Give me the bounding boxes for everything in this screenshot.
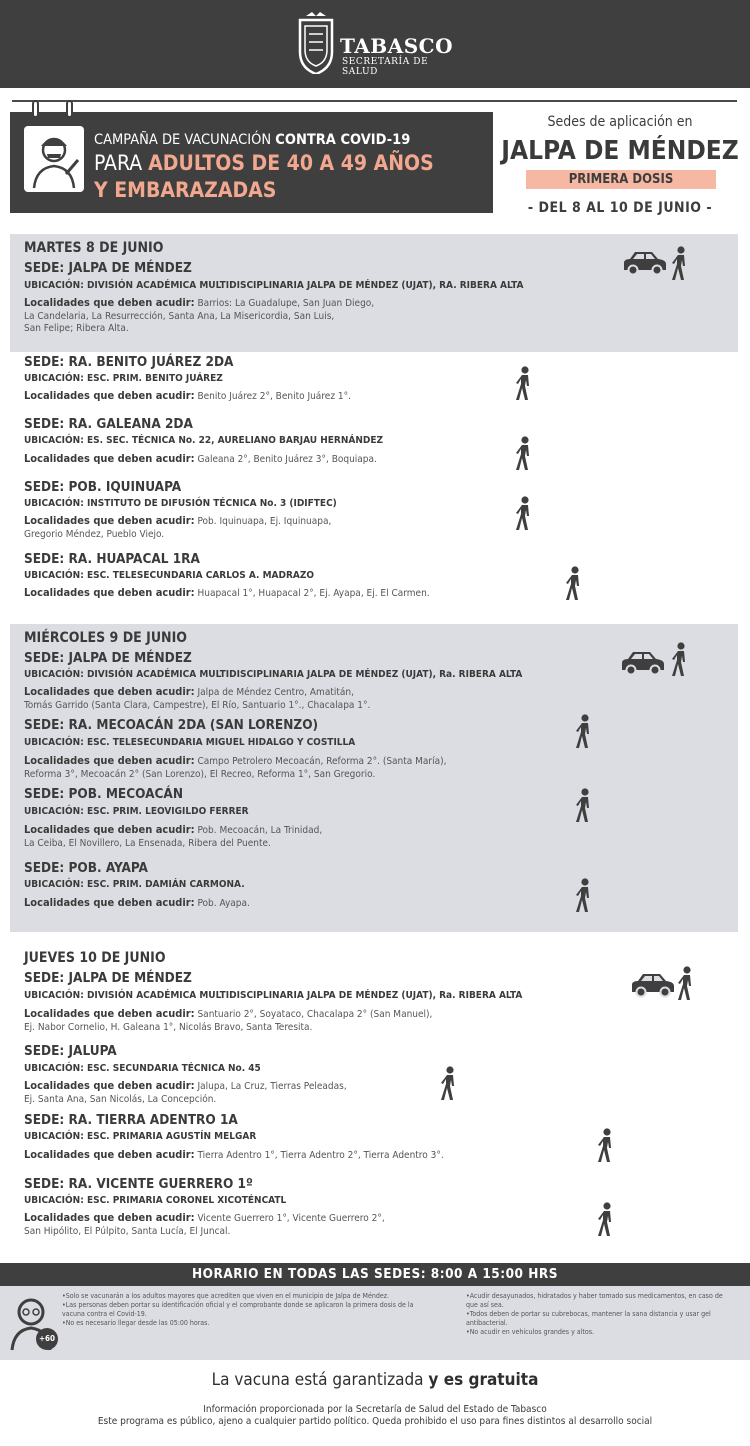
calendar-ring-icon <box>66 100 73 118</box>
site-localities: Localidades que deben acudir: Jalupa, La Cruz, Tierras Peleadas, Ej. Santa Ana, San Nicolás, La Concepción. <box>24 1079 347 1105</box>
site-localities: Localidades que deben acudir: Campo Petrolero Mecoacán, Reforma 2°. (Santa María), Reforma 3°, Mecoacán 2° (San Lorenzo), El Recreo, Reforma 1°, San Gregorio. <box>24 754 447 780</box>
municipio-title: JALPA DE MÉNDEZ <box>501 136 739 166</box>
site-location: UBICACIÓN: ESC. PRIMARIA AGUSTÍN MELGAR <box>24 1131 257 1142</box>
site-name: SEDE: POB. MECOACÁN <box>24 786 183 802</box>
site-location: UBICACIÓN: ESC. PRIM. DAMIÁN CARMONA. <box>24 879 245 890</box>
site-localities: Localidades que deben acudir: Pob. Mecoacán, La Trinidad, La Ceiba, El Novillero, La Ensenada, Ribera del Puente. <box>24 823 323 849</box>
sedes-label: Sedes de aplicación en <box>547 114 693 130</box>
site-location: UBICACIÓN: ESC. PRIMARIA CORONEL XICOTÉNCATL <box>24 1195 287 1206</box>
walker-icon <box>672 642 690 678</box>
walker-icon <box>566 566 584 602</box>
site-localities: Localidades que deben acudir: Jalpa de Méndez Centro, Amatitán, Tomás Garrido (Santa Clara, Campestre), El Río, Santuario 1°., Chacalapa 1°. <box>24 685 371 711</box>
header-divider <box>12 100 737 102</box>
site-name: SEDE: RA. GALEANA 2DA <box>24 416 193 432</box>
site-localities: Localidades que deben acudir: Santuario 2°, Soyataco, Chacalapa 2° (San Manuel), Ej. Nabor Cornelio, H. Galeana 1°, Nicolás Bravo, Santa Teresita. <box>24 1007 433 1033</box>
site-localities: Localidades que deben acudir: Pob. Iquinuapa, Ej. Iquinuapa, Gregorio Méndez, Pueblo Viejo. <box>24 514 332 540</box>
campaign-banner <box>10 112 493 213</box>
day-title: MIÉRCOLES 9 DE JUNIO <box>24 630 187 646</box>
site-location: UBICACIÓN: DIVISIÓN ACADÉMICA MULTIDISCIPLINARIA JALPA DE MÉNDEZ (UJAT), Ra. RIBERA ALTA <box>24 990 523 1001</box>
site-name: SEDE: POB. AYAPA <box>24 860 148 876</box>
walker-icon <box>516 366 534 402</box>
car-icon <box>630 972 676 998</box>
note-item: • Solo se vacunarán a los adultos mayores que acrediten que viven en el municipio de Jalpa de Méndez. <box>62 1292 422 1301</box>
car-icon <box>622 250 668 276</box>
campaign-line-2: PARA ADULTOS DE 40 A 49 AÑOS <box>94 151 434 175</box>
site-name: SEDE: JALPA DE MÉNDEZ <box>24 970 192 986</box>
site-name: SEDE: JALPA DE MÉNDEZ <box>24 260 192 276</box>
site-localities: Localidades que deben acudir: Barrios: La Guadalupe, San Juan Diego, La Candelaria, La Resurrección, Santa Ana, La Misericordia, San Luis, San Felipe; Ribera Alta. <box>24 296 375 334</box>
site-location: UBICACIÓN: ESC. PRIM. BENITO JUÁREZ <box>24 373 223 384</box>
footer-info <box>0 1404 750 1428</box>
site-localities: Localidades que deben acudir: Benito Juárez 2°, Benito Juárez 1°. <box>24 389 351 402</box>
site-name: SEDE: RA. HUAPACAL 1RA <box>24 551 200 567</box>
site-location: UBICACIÓN: DIVISIÓN ACADÉMICA MULTIDISCIPLINARIA JALPA DE MÉNDEZ (UJAT), Ra. RIBERA ALTA <box>24 669 523 680</box>
notes-panel <box>0 1286 750 1360</box>
site-location: UBICACIÓN: ESC. PRIM. LEOVIGILDO FERRER <box>24 806 249 817</box>
site-location: UBICACIÓN: INSTITUTO DE DIFUSIÓN TÉCNICA No. 3 (IDIFTEC) <box>24 498 337 509</box>
walker-icon <box>672 246 690 282</box>
walker-icon <box>441 1066 459 1102</box>
site-name: SEDE: POB. IQUINUAPA <box>24 479 182 495</box>
dose-badge: PRIMERA DOSIS <box>526 170 716 189</box>
logo <box>298 12 458 76</box>
brand-title: TABASCO <box>340 34 454 58</box>
site-location: UBICACIÓN: ESC. TELESECUNDARIA CARLOS A. MADRAZO <box>24 570 315 581</box>
site-location: UBICACIÓN: ESC. SECUNDARIA TÉCNICA No. 45 <box>24 1063 261 1074</box>
schedule-bar: HORARIO EN TODAS LAS SEDES: 8:00 A 15:00 HRS <box>0 1263 750 1286</box>
notes-right <box>466 1292 736 1337</box>
info-line: Información proporcionada por la Secretaría de Salud del Estado de Tabasco <box>203 1404 547 1415</box>
note-item: • No es necesario llegar desde las 05:00 horas. <box>62 1319 422 1328</box>
site-name: SEDE: JALUPA <box>24 1043 117 1059</box>
disclaimer-line: Este programa es público, ajeno a cualquier partido político. Queda prohibido el uso para fines distintos al desarrollo social <box>97 1416 653 1427</box>
walker-icon <box>576 878 594 914</box>
date-range: - DEL 8 AL 10 DE JUNIO - <box>527 200 713 216</box>
walker-icon <box>516 496 534 532</box>
site-localities: Localidades que deben acudir: Galeana 2°, Benito Juárez 3°, Boquiapa. <box>24 452 377 465</box>
nurse-vaccine-icon <box>24 126 84 192</box>
walker-icon <box>598 1128 616 1164</box>
campaign-line-1: CAMPAÑA DE VACUNACIÓN CONTRA COVID-19 <box>94 132 411 148</box>
site-location: UBICACIÓN: DIVISIÓN ACADÉMICA MULTIDISCIPLINARIA JALPA DE MÉNDEZ (UJAT), RA. RIBERA ALTA <box>24 280 524 291</box>
note-item: • Las personas deben portar su identificación oficial y el comprobante donde se aplicaron la primera dosis de la vacuna contra el Covid-19. <box>62 1301 422 1319</box>
day-title: MARTES 8 DE JUNIO <box>24 240 164 256</box>
walker-icon <box>576 788 594 824</box>
site-name: SEDE: RA. VICENTE GUERRERO 1º <box>24 1176 253 1192</box>
note-item: • Todos deben de portar su cubrebocas, mantener la sana distancia y usar gel antibacterial. <box>466 1310 736 1328</box>
site-localities: Localidades que deben acudir: Pob. Ayapa. <box>24 896 250 909</box>
site-location: UBICACIÓN: ESC. TELESECUNDARIA MIGUEL HIDALGO Y COSTILLA <box>24 737 356 748</box>
site-localities: Localidades que deben acudir: Tierra Adentro 1°, Tierra Adentro 2°, Tierra Adentro 3°. <box>24 1148 444 1161</box>
age-badge: +60 <box>36 1328 58 1350</box>
calendar-ring-icon <box>32 100 39 118</box>
day-title: JUEVES 10 DE JUNIO <box>24 950 166 966</box>
campaign-line-3: Y EMBARAZADAS <box>94 178 277 202</box>
site-name: SEDE: RA. MECOACÁN 2DA (SAN LORENZO) <box>24 717 319 733</box>
note-item: • Acudir desayunados, hidratados y haber tomado sus medicamentos, en caso de que así sea. <box>466 1292 736 1310</box>
notes-left <box>62 1292 422 1328</box>
walker-icon <box>598 1202 616 1238</box>
shield-icon <box>298 12 334 74</box>
walker-icon <box>678 966 696 1002</box>
site-name: SEDE: RA. TIERRA ADENTRO 1A <box>24 1112 238 1128</box>
site-location: UBICACIÓN: ES. SEC. TÉCNICA No. 22, AURELIANO BARJAU HERNÁNDEZ <box>24 435 384 446</box>
brand-subtitle: SECRETARÍA DE SALUD <box>342 57 429 77</box>
car-icon <box>620 650 666 676</box>
site-name: SEDE: RA. BENITO JUÁREZ 2DA <box>24 354 234 370</box>
site-localities: Localidades que deben acudir: Vicente Guerrero 1°, Vicente Guerrero 2°, San Hipólito, El Púlpito, Santa Lucía, El Juncal. <box>24 1211 385 1237</box>
free-vaccine-statement: La vacuna está garantizada y es gratuita <box>211 1370 539 1390</box>
walker-icon <box>576 714 594 750</box>
note-item: • No acudir en vehículos grandes y altos. <box>466 1328 736 1337</box>
site-name: SEDE: JALPA DE MÉNDEZ <box>24 650 192 666</box>
walker-icon <box>516 436 534 472</box>
site-localities: Localidades que deben acudir: Huapacal 1°, Huapacal 2°, Ej. Ayapa, Ej. El Carmen. <box>24 586 430 599</box>
